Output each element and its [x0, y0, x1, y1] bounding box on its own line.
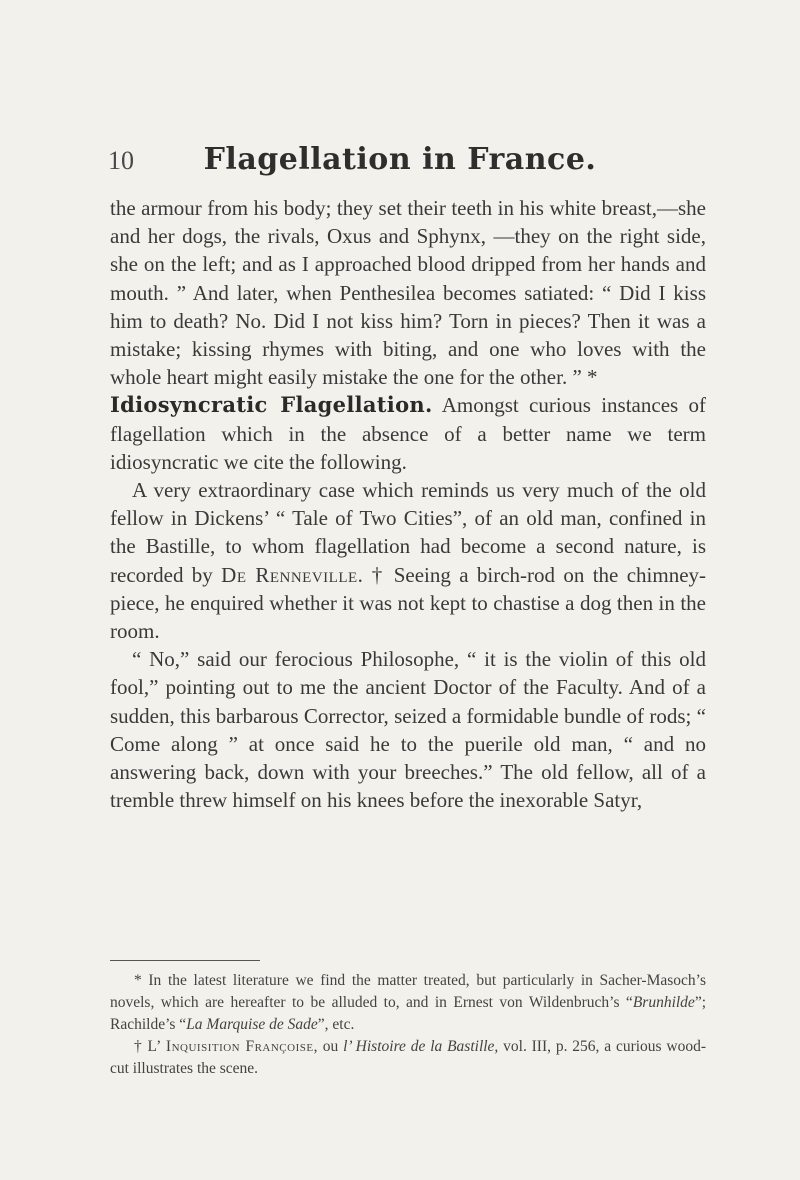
footnote-text: vol. III, p. 256, a curious wood-cut illustrates the scene.: [110, 1038, 707, 1077]
paragraph-text: Amongst curious instances of flagellation which in the absence of a better name we term idiosyncratic we cite the following.: [110, 393, 707, 474]
footnote: [110, 1036, 706, 1080]
paragraph-text: † Seeing a birch-rod on the chimney-piece, he enquired whether it was not kept to chastise a dog then in the room.: [110, 562, 707, 644]
footnote-text: ”; Rachilde’s “: [110, 994, 706, 1033]
page-number: 10: [108, 146, 134, 175]
footnote-title: L’ Inquisition Françoise,: [147, 1038, 318, 1055]
footnote-title: Brunhilde: [632, 994, 695, 1011]
paragraph: “ No,” said our ferocious Philosophe, “ it is the violin of this old fool,” pointing out to me the ancient Doctor of the Faculty. And of a sudden, this barbarous Corrector, seized a formidable bundle of rods; “ Come along ” at once said he to the puerile old man, “ and no answering back, down with your breeches.” The old fellow, all of a tremble threw himself on his knees before the inexorable Satyr,: [110, 647, 706, 813]
footnote-rule: [110, 960, 260, 961]
paragraph: [110, 391, 706, 476]
footnote-text: ou: [317, 1038, 344, 1055]
page-header: [0, 142, 800, 182]
footnote-title: La Marquise de Sade: [186, 1016, 318, 1033]
paragraph-text: A very extraordinary case which reminds us very much of the old fellow in Dickens’ “ Tale of Two Cities”, of an old man, confined in the Bastille, to whom flagellation had become a second nature, is recorded by: [110, 478, 706, 587]
running-title: Flagellation in France.: [203, 142, 597, 177]
footnote-text: * In the latest literature we find the matter treated, but particularly in Sacher-Masoch’s novels, which are hereafter to be alluded to, and in Ernest von Wildenbruch’s “: [110, 972, 706, 1011]
author-name: De Renneville.: [221, 562, 364, 587]
section-heading: Idiosyncratic Flagellation.: [110, 392, 433, 418]
footnote-text: †: [134, 1038, 148, 1055]
footnote-title: l’ Histoire de la Bastille,: [343, 1038, 499, 1055]
footnotes: [110, 970, 706, 1080]
body-text: [110, 194, 706, 814]
footnote-text: ”, etc.: [317, 1016, 355, 1033]
paragraph: the armour from his body; they set their teeth in his white breast,—she and her dogs, the rivals, Oxus and Sphynx, —they on the right side, she on the left; and as I approached blood dripped from her hands and mouth. ” And later, when Penthesilea becomes satiated: “ Did I kiss him to death? No. Did I not kiss him? Torn in pieces? Then it was a mistake; kissing rhymes with biting, and one who loves with the whole heart might easily mistake the one for the other. ” *: [110, 196, 706, 390]
footnote: [110, 970, 706, 1036]
paragraph: [110, 476, 706, 645]
